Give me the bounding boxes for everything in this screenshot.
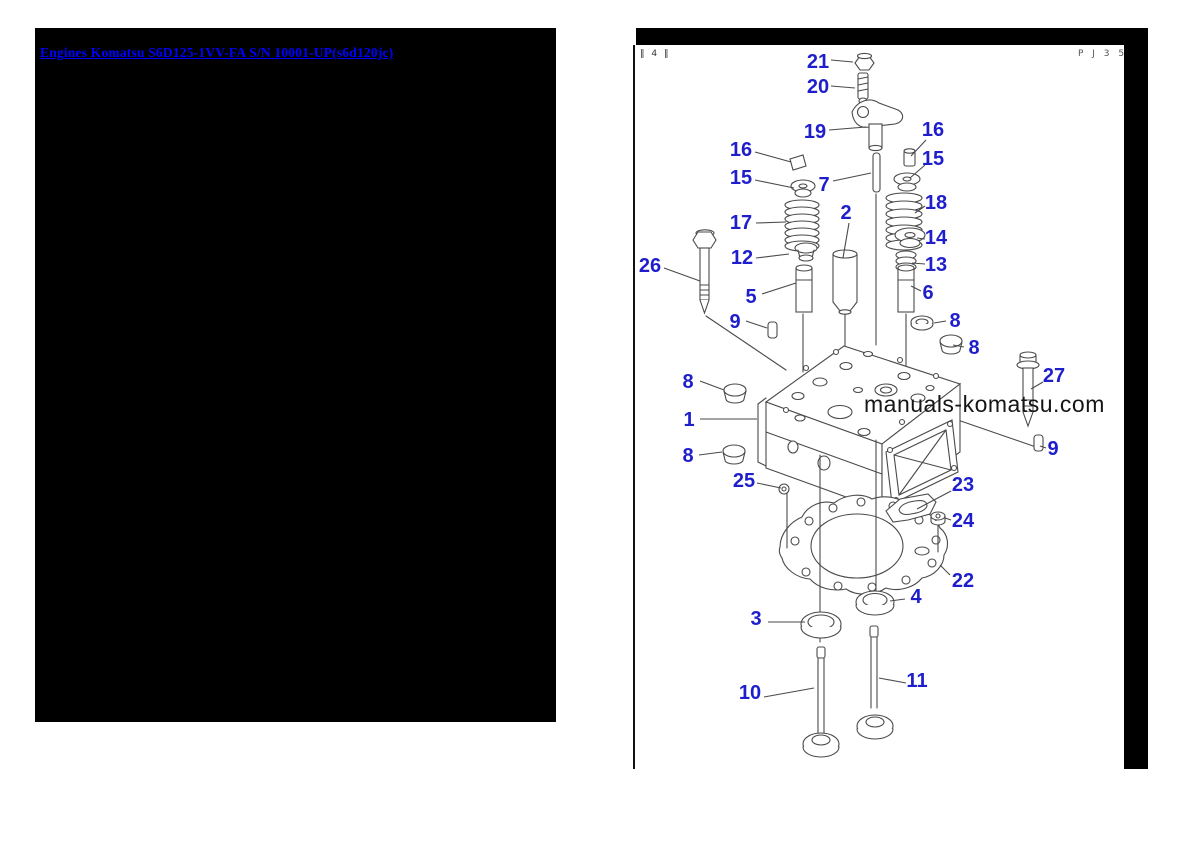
callout-label[interactable]: 8: [968, 337, 980, 359]
callout-label[interactable]: 19: [803, 121, 827, 143]
part-pin-9-left: [768, 322, 777, 338]
part-rocker-19: [852, 100, 903, 151]
part-retainer-15-right: [894, 173, 920, 191]
scan-page-number: P J 3 5: [1078, 49, 1128, 59]
callout-label[interactable]: 9: [729, 311, 741, 333]
callout-label[interactable]: 8: [949, 310, 961, 332]
part-seat-3: [801, 612, 841, 638]
callout-label[interactable]: 15: [921, 148, 945, 170]
callout-label[interactable]: 11: [906, 670, 928, 692]
callout-8[interactable]: [934, 310, 961, 332]
callout-label[interactable]: 1: [683, 409, 695, 431]
callout-9[interactable]: [729, 311, 767, 333]
callout-label[interactable]: 21: [806, 51, 830, 73]
part-cotter-16-left: [790, 155, 806, 170]
part-seat-4: [856, 591, 894, 615]
part-plug-8-left-upper: [724, 384, 746, 403]
part-sleeve-2: [833, 250, 857, 314]
callout-10[interactable]: [739, 682, 814, 704]
callout-3[interactable]: [750, 608, 805, 630]
part-guide-6: [898, 265, 914, 312]
callout-16[interactable]: [730, 139, 791, 162]
callout-24[interactable]: [945, 510, 975, 532]
callout-label[interactable]: 4: [910, 586, 922, 608]
callout-label[interactable]: 8: [682, 445, 694, 467]
part-pin-9-right: [1034, 435, 1043, 451]
part-plug-8-left-lower: [723, 445, 745, 464]
callout-label[interactable]: 27: [1042, 365, 1066, 387]
callout-label[interactable]: 12: [730, 247, 754, 269]
callout-label[interactable]: 3: [750, 608, 762, 630]
callout-1[interactable]: [683, 409, 757, 431]
part-nut-21: [855, 53, 874, 70]
part-screw-25: [779, 484, 789, 494]
callout-label[interactable]: 18: [924, 192, 948, 214]
callout-22[interactable]: [940, 565, 974, 592]
engine-catalog-link[interactable]: Engines Komatsu S6D125-1VV-FA S/N 10001-UP(s6d120jc): [40, 45, 394, 60]
callout-label[interactable]: 7: [818, 174, 830, 196]
callout-label[interactable]: 5: [745, 286, 757, 308]
callout-label[interactable]: 24: [951, 510, 975, 532]
callout-21[interactable]: [807, 51, 853, 73]
callout-label[interactable]: 26: [638, 255, 662, 277]
callout-label[interactable]: 17: [729, 212, 753, 234]
part-valve-11: [857, 626, 893, 739]
callout-7[interactable]: [818, 173, 871, 196]
callout-27[interactable]: [1031, 365, 1065, 389]
scan-header-left: ‖ 4 ‖: [640, 49, 671, 59]
callout-label[interactable]: 6: [922, 282, 934, 304]
callout-label[interactable]: 2: [840, 202, 852, 224]
part-ring-8: [911, 316, 933, 330]
part-seal-12: [795, 243, 817, 261]
watermark: manuals-komatsu.com: [864, 391, 1105, 417]
callout-8[interactable]: [682, 445, 722, 467]
callout-25[interactable]: [733, 470, 781, 492]
part-retainer-15-left: [791, 180, 815, 197]
part-pushrod-7: [873, 153, 880, 192]
callout-11[interactable]: [879, 670, 928, 692]
callout-label[interactable]: 25: [732, 470, 756, 492]
callout-label[interactable]: 10: [738, 682, 762, 704]
part-cotter-16-right: [904, 149, 915, 166]
callout-8[interactable]: [682, 371, 724, 393]
callout-20[interactable]: [807, 76, 855, 98]
callout-label[interactable]: 13: [924, 254, 948, 276]
part-valve-10: [803, 647, 839, 757]
callout-5[interactable]: [745, 283, 796, 308]
callout-label[interactable]: 14: [924, 227, 948, 249]
callout-label[interactable]: 16: [921, 119, 945, 141]
callout-12[interactable]: [731, 247, 789, 269]
callout-26[interactable]: [639, 255, 700, 281]
part-guide-5: [796, 265, 812, 312]
callout-label[interactable]: 8: [682, 371, 694, 393]
callout-label[interactable]: 22: [951, 570, 975, 592]
callout-label[interactable]: 16: [729, 139, 753, 161]
callout-15[interactable]: [730, 167, 794, 189]
callout-13[interactable]: [912, 254, 947, 276]
callout-label[interactable]: 20: [806, 76, 830, 98]
callout-17[interactable]: [730, 212, 786, 234]
callout-label[interactable]: 15: [729, 167, 753, 189]
part-bolt-26: [693, 230, 716, 313]
part-plug-8-right: [940, 335, 962, 354]
part-nut-24: [931, 512, 945, 525]
part-cylinder-head-1: [758, 346, 960, 510]
callout-label[interactable]: 9: [1047, 438, 1059, 460]
callout-label[interactable]: 23: [951, 474, 975, 496]
part-screw-20: [858, 73, 868, 104]
